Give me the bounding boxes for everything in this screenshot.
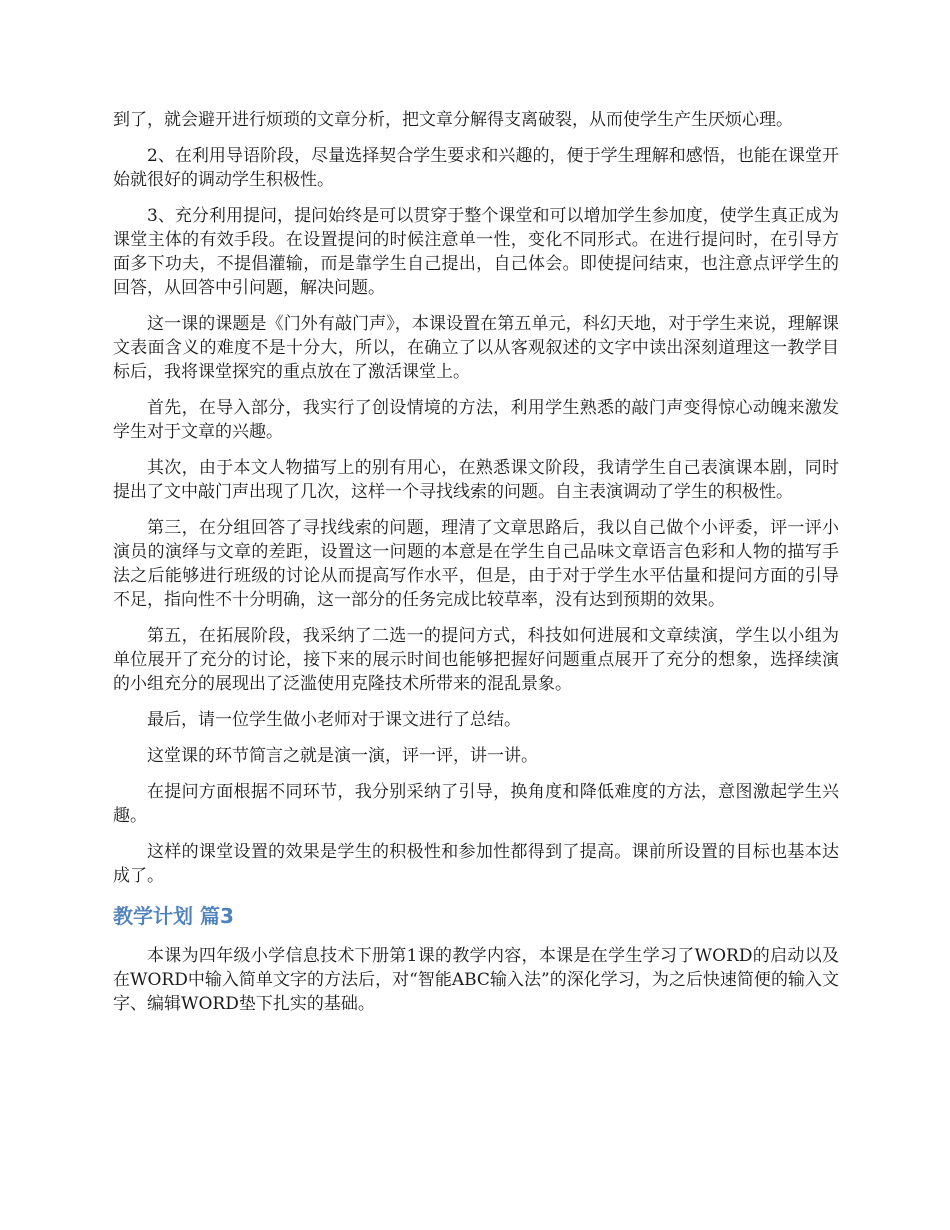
paragraph-fifth: 第五，在拓展阶段，我采纳了二选一的提问方式，科技如何进展和文章续演，学生以小组为单位展开了充分的讨论，接下来的展示时间也能够把握好问题重点展开了充分的想象，选择续演的小组充分的展现出了泛滥使用克隆技术所带来的混乱景象。	[113, 626, 839, 694]
paragraph-lesson-intro: 本课为四年级小学信息技术下册第1课的教学内容，本课是在学生学习了WORD的启动以及在WORD中输入简单文字的方法后，对“智能ABC输入法”的深化学习，为之后快速简便的输入文字、编辑WORD垫下扎实的基础。	[113, 946, 839, 1014]
paragraph-point-2: 2、在利用导语阶段，尽量选择契合学生要求和兴趣的，便于学生理解和感悟，也能在课堂开始就很好的调动学生积极性。	[113, 146, 839, 190]
paragraph-continuation: 到了，就会避开进行烦琐的文章分析，把文章分解得支离破裂，从而使学生产生厌烦心理。	[113, 110, 793, 130]
section-heading: 教学计划 篇3	[113, 904, 234, 928]
document-body	[113, 108, 839, 1028]
paragraph-summary: 这堂课的环节简言之就是演一演，评一评，讲一讲。	[147, 746, 538, 766]
paragraph-point-3: 3、充分利用提问，提问始终是可以贯穿于整个课堂和可以增加学生参加度，使学生真正成为课堂主体的有效手段。在设置提问的时候注意单一性，变化不同形式。在进行提问时，在引导方面多下功夫，不提倡灌输，而是靠学生自己提出，自己体会。即使提问结束，也注意点评学生的回答，从回答中引问题，解决问题。	[113, 206, 839, 298]
paragraph-questioning: 在提问方面根据不同环节，我分别采纳了引导，换角度和降低难度的方法，意图激起学生兴趣。	[113, 782, 839, 826]
paragraph-third: 第三，在分组回答了寻找线索的问题，理清了文章思路后，我以自己做个小评委，评一评小演员的演绎与文章的差距，设置这一问题的本意是在学生自己品味文章语言色彩和人物的描写手法之后能够进行班级的讨论从而提高写作水平，但是，由于对于学生水平估量和提问方面的引导不足，指向性不十分明确，这一部分的任务完成比较草率，没有达到预期的效果。	[113, 518, 839, 610]
paragraph-second: 其次，由于本文人物描写上的别有用心，在熟悉课文阶段，我请学生自己表演课本剧，同时提出了文中敲门声出现了几次，这样一个寻找线索的问题。自主表演调动了学生的积极性。	[113, 458, 839, 502]
paragraph-lesson-topic: 这一课的课题是《门外有敲门声》，本课设置在第五单元，科幻天地，对于学生来说，理解课文表面含义的难度不是十分大，所以，在确立了以从客观叙述的文字中读出深刻道理这一教学目标后，我将课堂探究的重点放在了激活课堂上。	[113, 314, 839, 382]
paragraph-finally: 最后，请一位学生做小老师对于课文进行了总结。	[147, 710, 521, 730]
paragraph-first: 首先，在导入部分，我实行了创设情境的方法，利用学生熟悉的敲门声变得惊心动魄来激发学生对于文章的兴趣。	[113, 398, 839, 442]
paragraph-result: 这样的课堂设置的效果是学生的积极性和参加性都得到了提高。课前所设置的目标也基本达成了。	[113, 842, 839, 886]
